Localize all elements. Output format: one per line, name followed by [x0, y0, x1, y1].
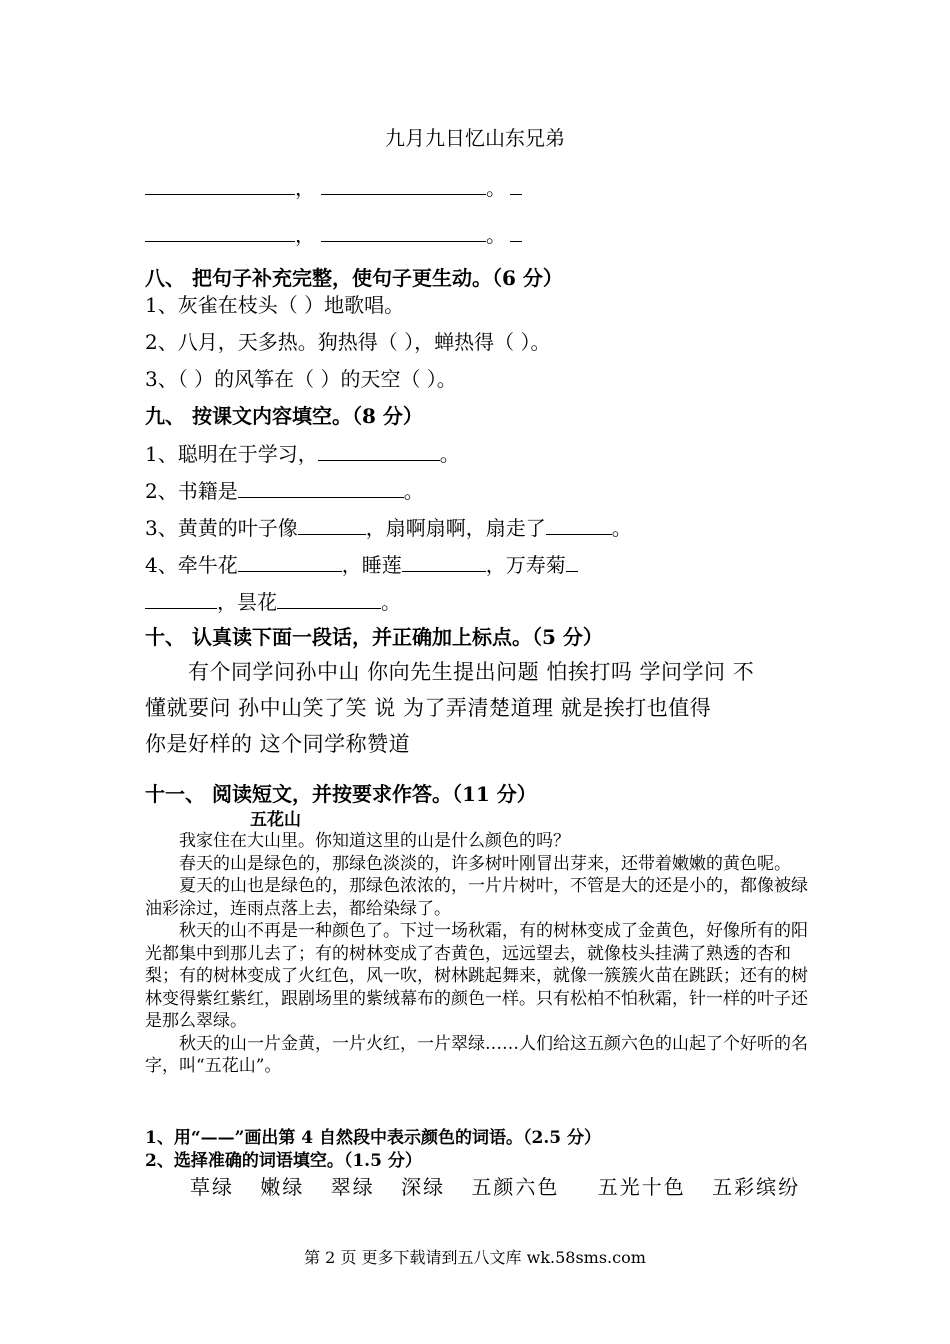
section-9-item-1	[145, 438, 460, 467]
story-paragraph: 春天的山是绿色的，那绿色淡淡的，许多树叶刚冒出芽来，还带着嫩嫩的黄色呢。	[179, 853, 791, 874]
answer-blank[interactable]	[318, 442, 440, 461]
section-10-heading: 十、 认真读下面一段话，并正确加上标点。（5 分）	[145, 625, 603, 649]
answer-blank[interactable]	[566, 553, 578, 572]
word-choice: 五光十色	[597, 1175, 686, 1199]
item-text: 3、黄黄的叶子像	[145, 516, 298, 540]
word-choice: 深绿	[401, 1175, 446, 1199]
section-8-heading: 八、 把句子补充完整，使句子更生动。（6 分）	[145, 266, 563, 290]
poem-end: 。	[486, 176, 506, 200]
answer-blank[interactable]	[298, 516, 366, 535]
word-choices	[190, 1171, 818, 1200]
section-8-item-1: 1、灰雀在枝头（ ）地歌唱。	[145, 293, 405, 317]
section-9-item-2	[145, 475, 424, 504]
poem-line-2	[145, 219, 522, 248]
question-1: 1、用“——”画出第 4 自然段中表示颜色的词语。（2.5 分）	[145, 1128, 602, 1148]
poem-comma: ，	[295, 223, 315, 247]
poem-end: 。	[486, 223, 506, 247]
answer-blank[interactable]	[510, 223, 522, 242]
word-choice: 五彩缤纷	[712, 1175, 801, 1199]
word-choice: 嫩绿	[260, 1175, 305, 1199]
answer-blank[interactable]	[321, 176, 486, 195]
section-8-item-3: 3、（ ）的风筝在（ ）的天空（ ）。	[145, 367, 457, 391]
item-text: 4、牵牛花	[145, 553, 238, 577]
section-9-heading: 九、 按课文内容填空。（8 分）	[145, 404, 423, 428]
word-choice: 五颜六色	[471, 1175, 560, 1199]
story-paragraph: 我家住在大山里。你知道这里的山是什么颜色的吗？	[179, 831, 570, 851]
answer-blank[interactable]	[145, 590, 217, 609]
item-text: 1、聪明在于学习，	[145, 442, 318, 466]
answer-blank[interactable]	[145, 176, 295, 195]
answer-blank[interactable]	[277, 590, 381, 609]
story-paragraph: 秋天的山一片金黄，一片火红，一片翠绿……人们给这五颜六色的山起了个好听的名字，叫“五花山”。	[145, 1033, 808, 1076]
section-11-heading: 十一、 阅读短文，并按要求作答。（11 分）	[145, 782, 537, 806]
answer-blank[interactable]	[546, 516, 612, 535]
punctuation-passage-line-1: 有个同学问孙中山 你向先生提出问题 怕挨打吗 学问学问 不	[188, 660, 755, 684]
item-text: 。	[439, 442, 460, 466]
section-9-item-4-cont	[145, 586, 401, 615]
item-text: 。	[403, 479, 424, 503]
item-text: ，扇啊扇啊，扇走了	[365, 516, 546, 540]
item-text: 。	[381, 590, 401, 614]
story-body	[145, 830, 817, 1078]
story-title: 五花山	[250, 810, 301, 830]
answer-blank[interactable]	[510, 176, 522, 195]
poem-comma: ，	[295, 176, 315, 200]
answer-blank[interactable]	[238, 553, 342, 572]
word-choice: 草绿	[190, 1175, 234, 1199]
item-text: 。	[611, 516, 632, 540]
section-9-item-3	[145, 512, 632, 541]
punctuation-passage-line-3: 你是好样的 这个同学称赞道	[145, 732, 411, 756]
item-text: 2、书籍是	[145, 479, 238, 503]
item-text: ，睡莲	[341, 553, 402, 577]
word-choice: 翠绿	[330, 1175, 375, 1199]
answer-blank[interactable]	[145, 223, 295, 242]
story-paragraph: 秋天的山不再是一种颜色了。下过一场秋霜，有的树林变成了金黄色，好像所有的阳光都集中到那儿去了；有的树林变成了杏黄色，远远望去，就像枝头挂满了熟透的杏和梨；有的树林变成了火红色，风一吹，树林跳起舞来，就像一簇簇火苗在跳跃；还有的树林变得紫红紫红，跟剧场里的紫绒幕布的颜色一样。只有松柏不怕秋霜，针一样的叶子还是那么翠绿。	[145, 921, 808, 1031]
answer-blank[interactable]	[321, 223, 486, 242]
story-paragraph: 夏天的山也是绿色的，那绿色浓浓的，一片片树叶，不管是大的还是小的，都像被绿油彩涂过，连雨点落上去，都给染绿了。	[145, 876, 808, 919]
answer-blank[interactable]	[238, 479, 404, 498]
section-8-item-2: 2、八月，天多热。狗热得（ ），蝉热得（ ）。	[145, 330, 551, 354]
poem-line-1	[145, 172, 522, 201]
punctuation-passage-line-2: 懂就要问 孙中山笑了笑 说 为了弄清楚道理 就是挨打也值得	[145, 696, 712, 720]
page-footer: 第 2 页 更多下载请到五八文库 wk.58sms.com	[304, 1248, 646, 1267]
poem-title: 九月九日忆山东兄弟	[385, 126, 565, 150]
question-2: 2、选择准确的词语填空。（1.5 分）	[145, 1151, 422, 1171]
answer-blank[interactable]	[402, 553, 486, 572]
item-text: ，万寿菊	[485, 553, 566, 577]
item-text: ，昙花	[217, 590, 277, 614]
section-9-item-4	[145, 549, 578, 578]
